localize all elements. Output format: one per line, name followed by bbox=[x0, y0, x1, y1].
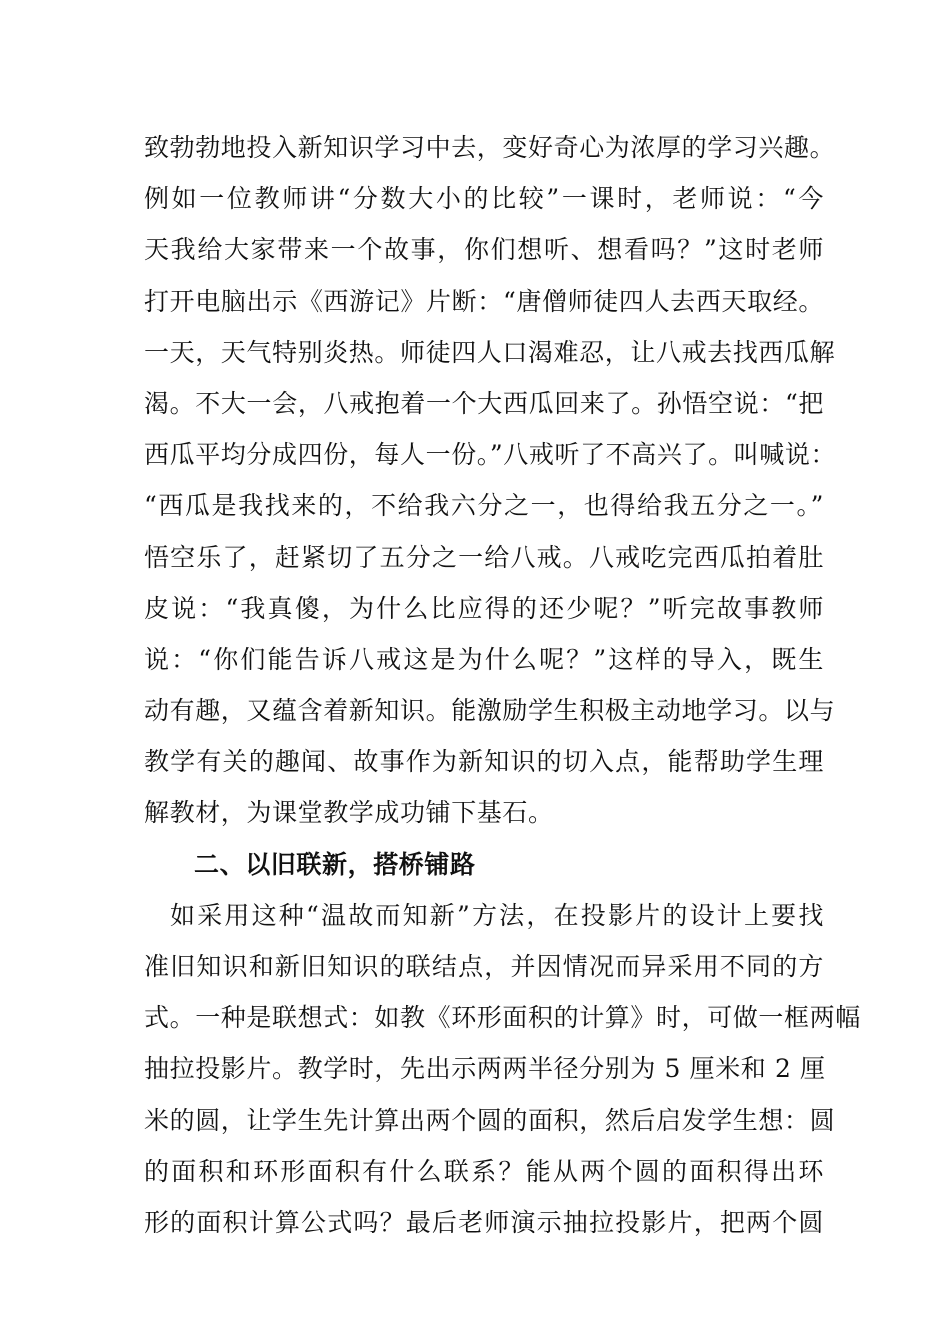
text-line: 皮说：“我真傻，为什么比应得的还少呢？”听完故事教师 bbox=[144, 593, 824, 623]
document-body bbox=[144, 122, 861, 1248]
text-line: 准旧知识和新旧知识的联结点，并因情况而异采用不同的方 bbox=[144, 952, 824, 981]
section-heading: 二、以旧联新，搭桥铺路 bbox=[194, 849, 476, 879]
text-line: 渴。不大一会，八戒抱着一个大西瓜回来了。孙悟空说：“把 bbox=[144, 388, 824, 418]
text-line: 西瓜平均分成四份，每人一份。”八戒听了不高兴了。叫喊说： bbox=[144, 440, 837, 470]
text-line: 抽拉投影片。教学时，先出示两两半径分别为 5 厘米和 2 厘 bbox=[144, 1054, 826, 1084]
text-line: 教学有关的趣闻、故事作为新知识的切入点，能帮助学生理 bbox=[144, 747, 824, 777]
text-line: 形的面积计算公式吗？最后老师演示抽拉投影片，把两个圆 bbox=[144, 1207, 824, 1237]
text-line: “西瓜是我找来的，不给我六分之一，也得给我五分之一。” bbox=[144, 491, 824, 521]
text-line: 致勃勃地投入新知识学习中去，变好奇心为浓厚的学习兴趣。 bbox=[144, 133, 836, 162]
text-line: 说：“你们能告诉八戒这是为什么呢？”这样的导入，既生 bbox=[144, 644, 824, 674]
text-line: 例如一位教师讲“分数大小的比较”一课时，老师说：“今 bbox=[144, 184, 824, 214]
text-line: 解教材，为课堂教学成功铺下基石。 bbox=[144, 798, 554, 828]
text-line: 式。一种是联想式：如教《环形面积的计算》时，可做一框两幅 bbox=[144, 1003, 861, 1033]
text-line: 如采用这种“温故而知新”方法，在投影片的设计上要找 bbox=[170, 900, 824, 930]
text-line: 一天，天气特别炎热。师徒四人口渴难忍，让八戒去找西瓜解 bbox=[144, 337, 836, 367]
text-line: 悟空乐了，赶紧切了五分之一给八戒。八戒吃完西瓜拍着肚 bbox=[144, 542, 824, 572]
text-line: 天我给大家带来一个故事，你们想听、想看吗？”这时老师 bbox=[144, 235, 824, 265]
text-line: 动有趣，又蕴含着新知识。能激励学生积极主动地学习。以与 bbox=[144, 696, 836, 726]
text-line: 米的圆，让学生先计算出两个圆的面积，然后启发学生想：圆 bbox=[144, 1105, 836, 1135]
text-line: 的面积和环形面积有什么联系？能从两个圆的面积得出环 bbox=[144, 1156, 824, 1186]
text-line: 打开电脑出示《西游记》片断：“唐僧师徒四人去西天取经。 bbox=[144, 286, 824, 316]
